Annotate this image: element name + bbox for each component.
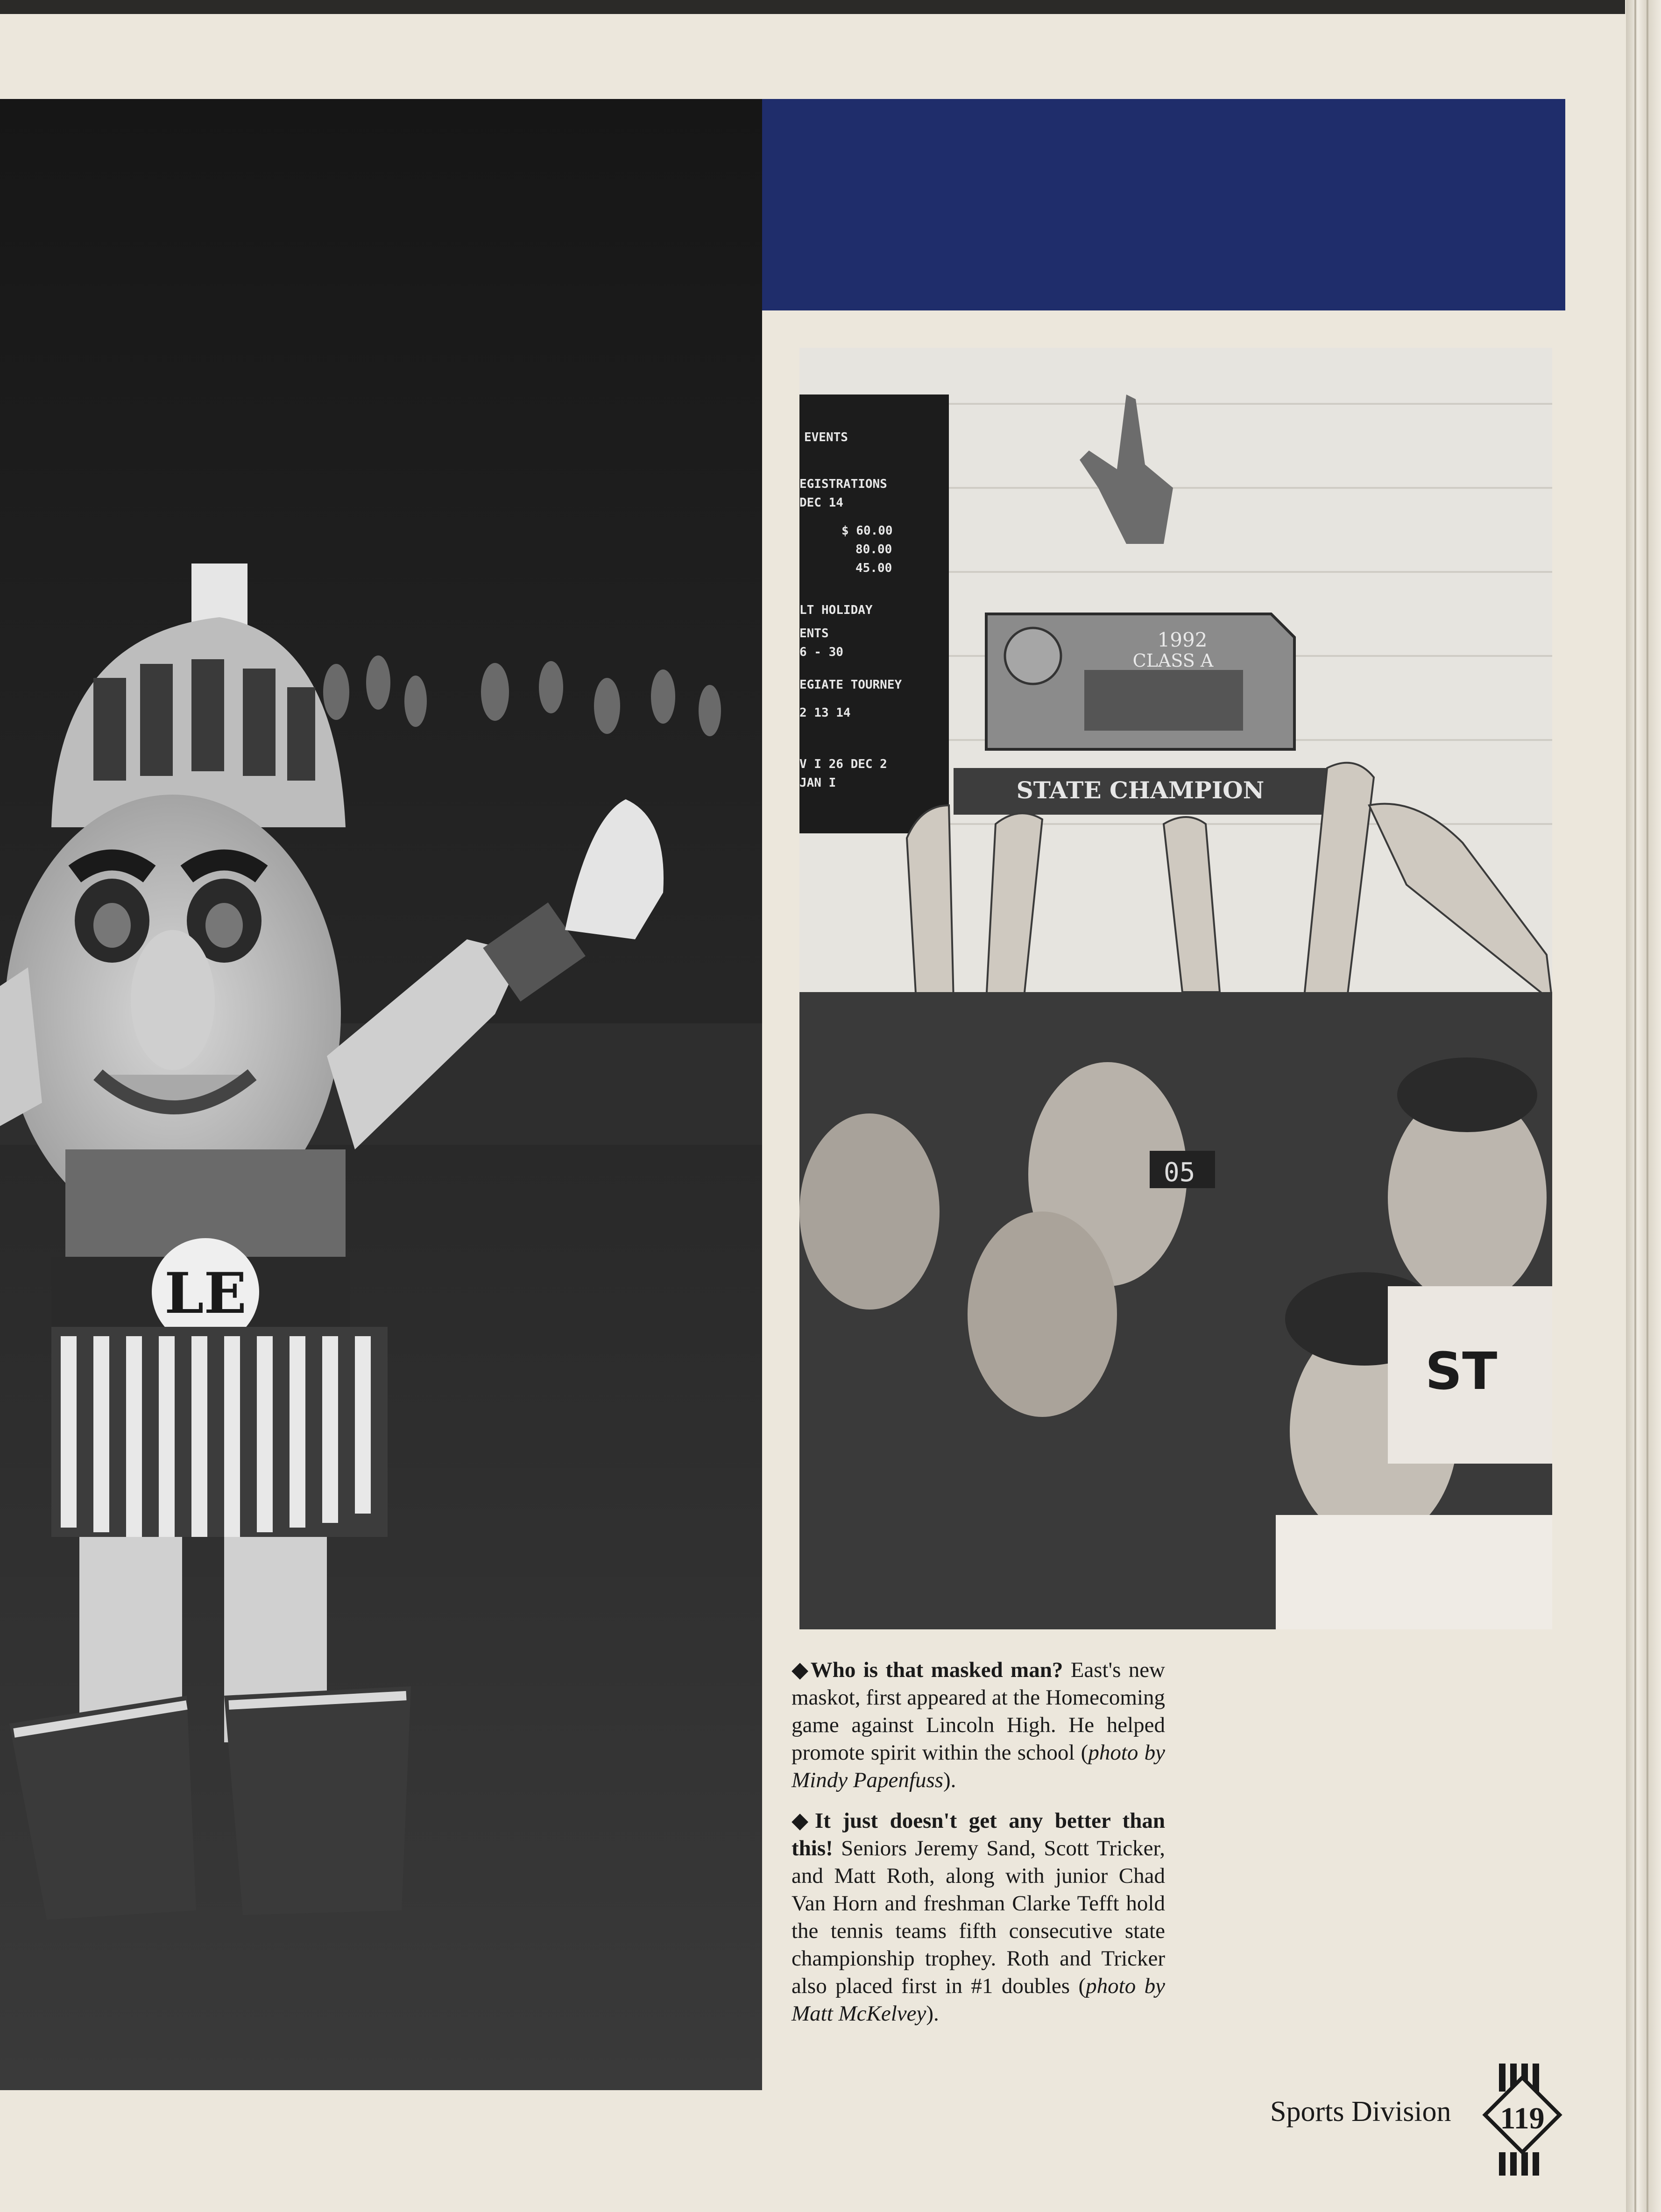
trophy-photo-art (799, 348, 1552, 1629)
board-line: EVENTS (804, 430, 848, 444)
photo-credit: photo by Mindy Papenfuss (792, 1740, 1166, 1792)
board-line: EGISTRATIONS (799, 477, 887, 491)
caption-end: ). (926, 2001, 939, 2026)
caption-lead: Who is that masked man? (810, 1658, 1063, 1682)
caption-lead: It just doesn't get any better than this! (792, 1809, 1165, 1860)
diamond-bullet-icon: ◆ (792, 1658, 811, 1682)
page-top-edge (0, 0, 1625, 14)
shirt-text: ST (1425, 1341, 1498, 1401)
board-line: 6 - 30 (799, 645, 843, 659)
board-line: 45.00 (855, 561, 892, 575)
caption-block (792, 1656, 1165, 2041)
board-line: DEC 14 (799, 496, 843, 510)
board-line: JAN I (799, 776, 836, 790)
board-line: 80.00 (855, 542, 892, 557)
trophy-class: CLASS A (1132, 650, 1214, 671)
board-line: V I 26 DEC 2 (799, 757, 887, 771)
page-number: 119 (1500, 2101, 1545, 2135)
board-line: LT HOLIDAY (799, 603, 873, 617)
caption-body: East's new maskot, first appeared at the Homecoming game against Lincoln High. He helped promote spirit within the school ( (792, 1658, 1165, 1765)
trophy-photo (799, 348, 1552, 1629)
page-number-badge (1480, 2064, 1564, 2176)
trophy-plaque-text: STATE CHAMPION (1016, 776, 1265, 804)
board-line: $ 60.00 (841, 524, 893, 538)
edge-line (1634, 0, 1636, 2212)
trophy-year: 1992 (1157, 628, 1208, 651)
photo-credit: photo by Matt McKelvey (792, 1974, 1166, 2026)
section-label: Sports Division (1270, 2096, 1451, 2127)
mascot-photo-art (0, 99, 762, 2090)
edge-line (1647, 0, 1648, 2212)
caption-end: ). (943, 1768, 956, 1792)
diamond-bullet-icon: ◆ (792, 1809, 815, 1833)
page-right-edge (1626, 0, 1661, 2212)
board-line: EGIATE TOURNEY (799, 678, 902, 692)
board-line: 2 13 14 (799, 706, 851, 720)
caption-mascot (792, 1656, 1165, 1794)
caption-body: Seniors Jeremy Sand, Scott Tricker, and Matt Roth, along with junior Chad Van Horn and freshman Clarke Tefft hold the tennis teams fifth consecutive state championship trophey. Roth and Tricker also placed first in #1 doubles ( (792, 1836, 1165, 1998)
mascot-photo (0, 99, 762, 2090)
caption-trophy (792, 1807, 1165, 2028)
mascot-belt-text: LE (164, 1261, 247, 1326)
blue-banner (762, 99, 1565, 310)
scoreboard-digits: 05 (1164, 1157, 1195, 1188)
board-line: ENTS (799, 627, 829, 641)
